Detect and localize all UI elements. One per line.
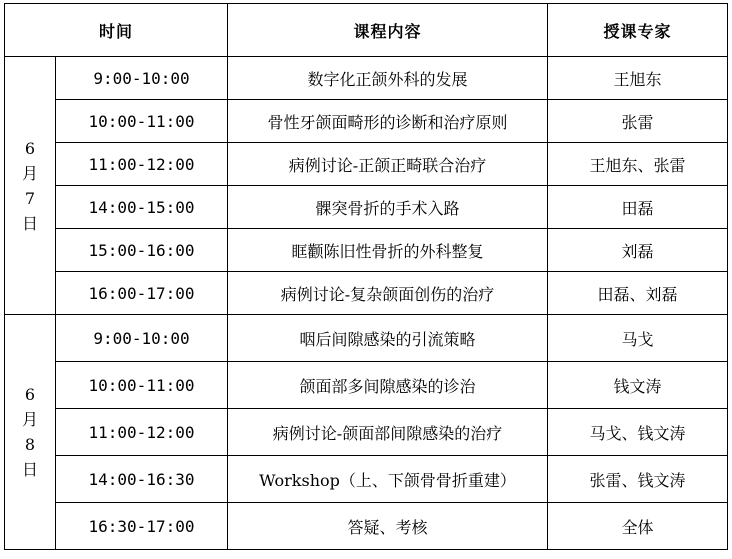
table-row	[5, 315, 728, 362]
expert-cell: 张雷	[548, 100, 728, 143]
date-char: 6	[24, 385, 36, 404]
table-header-row	[5, 4, 728, 57]
time-cell: 16:30-17:00	[56, 503, 228, 550]
expert-cell: 刘磊	[548, 229, 728, 272]
date-char: 月	[21, 163, 38, 183]
table-row	[5, 186, 728, 229]
time-cell: 14:00-15:00	[56, 186, 228, 229]
date-cell-day1	[5, 57, 56, 315]
expert-cell: 王旭东	[548, 57, 728, 100]
expert-cell: 田磊	[548, 186, 728, 229]
table-row	[5, 456, 728, 503]
table-row	[5, 272, 728, 315]
time-cell: 16:00-17:00	[56, 272, 228, 315]
content-cell: 答疑、考核	[228, 503, 548, 550]
table-row	[5, 100, 728, 143]
time-cell: 15:00-16:00	[56, 229, 228, 272]
expert-cell: 张雷、钱文涛	[548, 456, 728, 503]
expert-cell: 马戈、钱文涛	[548, 409, 728, 456]
date-char: 6	[24, 138, 36, 158]
time-cell: 10:00-11:00	[56, 100, 228, 143]
expert-cell: 田磊、刘磊	[548, 272, 728, 315]
header-time: 时间	[5, 4, 228, 57]
content-cell: 咽后间隙感染的引流策略	[228, 315, 548, 362]
content-cell: 颌面部多间隙感染的诊治	[228, 362, 548, 409]
content-cell: 眶颧陈旧性骨折的外科整复	[228, 229, 548, 272]
time-cell: 9:00-10:00	[56, 315, 228, 362]
content-cell: 病例讨论-复杂颌面创伤的治疗	[228, 272, 548, 315]
content-cell: 骨性牙颌面畸形的诊断和治疗原则	[228, 100, 548, 143]
header-expert: 授课专家	[548, 4, 728, 57]
expert-cell: 全体	[548, 503, 728, 550]
expert-cell: 钱文涛	[548, 362, 728, 409]
content-cell: 髁突骨折的手术入路	[228, 186, 548, 229]
expert-cell: 马戈	[548, 315, 728, 362]
content-cell: Workshop（上、下颌骨骨折重建）	[228, 456, 548, 503]
time-cell: 9:00-10:00	[56, 57, 228, 100]
date-char: 日	[21, 213, 38, 233]
content-cell: 病例讨论-颌面部间隙感染的治疗	[228, 409, 548, 456]
table-row	[5, 409, 728, 456]
course-schedule-table	[4, 3, 728, 550]
time-cell: 10:00-11:00	[56, 362, 228, 409]
header-content: 课程内容	[228, 4, 548, 57]
table-row	[5, 362, 728, 409]
date-char: 日	[21, 460, 38, 479]
date-char: 7	[24, 188, 36, 208]
expert-cell: 王旭东、张雷	[548, 143, 728, 186]
table-row	[5, 229, 728, 272]
date-char: 月	[21, 410, 38, 429]
content-cell: 数字化正颌外科的发展	[228, 57, 548, 100]
date-char: 8	[24, 435, 36, 454]
date-cell-day2	[5, 315, 56, 550]
table-row	[5, 143, 728, 186]
time-cell: 14:00-16:30	[56, 456, 228, 503]
table-row	[5, 57, 728, 100]
content-cell: 病例讨论-正颌正畸联合治疗	[228, 143, 548, 186]
time-cell: 11:00-12:00	[56, 143, 228, 186]
time-cell: 11:00-12:00	[56, 409, 228, 456]
table-row	[5, 503, 728, 550]
